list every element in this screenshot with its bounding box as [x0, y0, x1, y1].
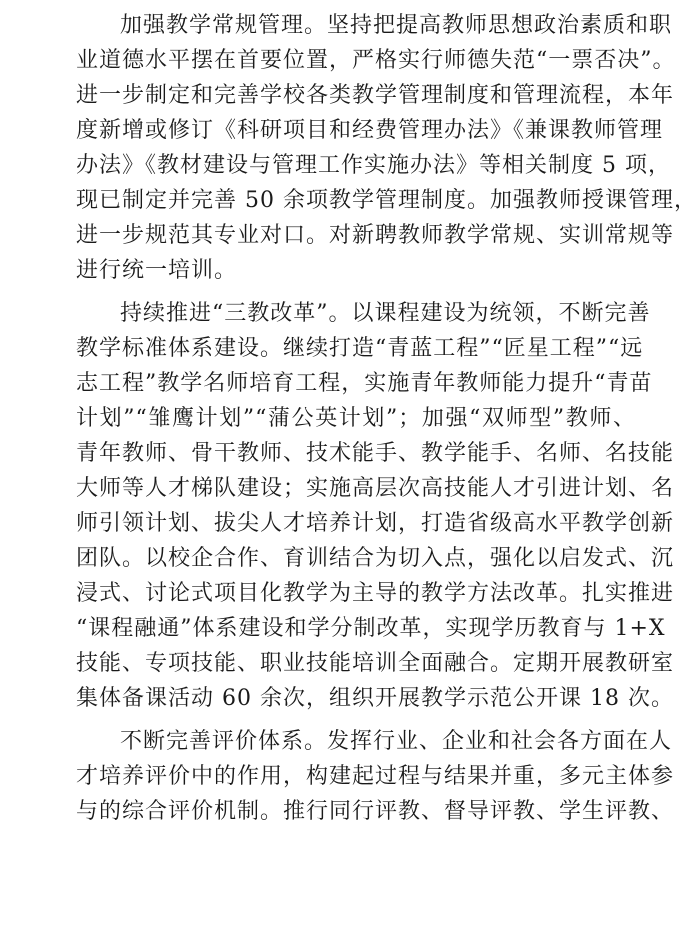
text-line: 团队。以校企合作、育训结合为切入点，强化以启发式、沉	[76, 546, 675, 571]
paragraph-teaching-management	[76, 8, 697, 288]
text-line: 持续推进“三教改革”。以课程建设为统领，不断完善	[120, 301, 651, 326]
text-line: 进一步制定和完善学校各类教学管理制度和管理流程，本年	[76, 83, 675, 108]
text-line: 师引领计划、拔尖人才培养计划，打造省级高水平教学创新	[76, 511, 675, 536]
text-line: 志工程”教学名师培育工程，实施青年教师能力提升“青苗	[76, 371, 653, 396]
text-line: 青年教师、骨干教师、技术能手、教学能手、名师、名技能	[76, 441, 675, 466]
text-line: 进行统一培训。	[76, 258, 238, 283]
text-line: 现已制定并完善 50 余项教学管理制度。加强教师授课管理，	[76, 188, 697, 213]
text-line: 度新增或修订《科研项目和经费管理办法》《兼课教师管理	[76, 118, 664, 143]
text-line: 浸式、讨论式项目化教学为主导的教学方法改革。扎实推进	[76, 581, 675, 606]
paragraph-three-reforms	[76, 296, 675, 716]
paragraph-evaluation-system	[76, 724, 675, 829]
text-line: 集体备课活动 60 余次，组织开展教学示范公开课 18 次。	[76, 686, 674, 711]
text-line: 不断完善评价体系。发挥行业、企业和社会各方面在人	[120, 729, 673, 754]
text-line: 计划”“雏鹰计划”“蒲公英计划”；加强“双师型”教师、	[76, 406, 636, 431]
text-line: 办法》《教材建设与管理工作实施办法》等相关制度 5 项，	[76, 153, 671, 178]
document-page	[76, 8, 697, 829]
text-line: 进一步规范其专业对口。对新聘教师教学常规、实训常规等	[76, 223, 675, 248]
text-line: 技能、专项技能、职业技能培训全面融合。定期开展教研室	[76, 651, 675, 676]
text-line: 才培养评价中的作用，构建起过程与结果并重，多元主体参	[76, 764, 675, 789]
text-line: 加强教学常规管理。坚持把提高教师思想政治素质和职	[120, 13, 673, 38]
text-line: 大师等人才梯队建设；实施高层次高技能人才引进计划、名	[76, 476, 675, 501]
text-line: 业道德水平摆在首要位置，严格实行师德失范“一票否决”。	[76, 48, 676, 73]
text-line: 教学标准体系建设。继续打造“青蓝工程”“匠星工程”“远	[76, 336, 644, 361]
text-line: “课程融通”体系建设和学分制改革，实现学历教育与 1+X	[76, 616, 666, 641]
text-line: 与的综合评价机制。推行同行评教、督导评教、学生评教、	[76, 799, 675, 824]
